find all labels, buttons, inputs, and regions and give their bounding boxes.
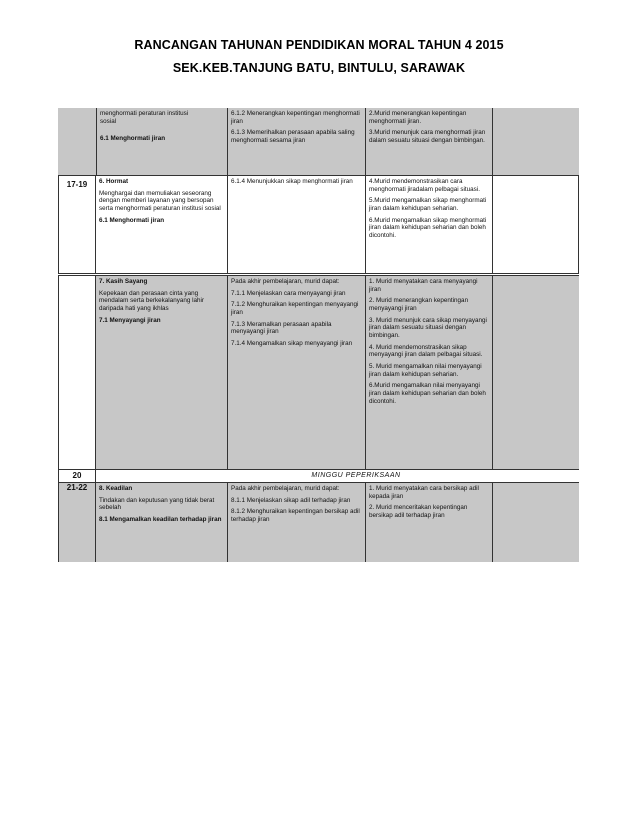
objective: 8.1.1 Menjelaskan sikap adil terhadap jiran <box>231 496 351 504</box>
exam-label: MINGGU PEPERIKSAAN <box>96 470 579 482</box>
outcomes-cell <box>366 483 493 562</box>
objective: 7.1.1 Menjelaskan cara menyayangi jiran <box>231 289 346 297</box>
remarks-cell <box>493 276 579 469</box>
topic-desc: Tindakan dan keputusan yang tidak berat sebelah <box>99 496 215 512</box>
subtopic: 6.1 Menghormati jiran <box>100 135 166 143</box>
outcome: 4. Murid mendemonstrasikan sikap menyayangi jiran dalam pelbagai situasi. <box>369 343 483 359</box>
outcome: 6.Murid mengamalkan sikap menghormati jiran dalam kehidupan seharian dan boleh dicontohi. <box>369 216 487 240</box>
objectives-cell <box>228 176 366 274</box>
outcome: 3.Murid menunjuk cara menghormati jiran dalam sesuatu situasi dengan bimbingan. <box>369 129 486 145</box>
outcome: 1. Murid menyatakan cara bersikap adil kepada jiran <box>369 485 479 500</box>
page-title: RANCANGAN TAHUNAN PENDIDIKAN MORAL TAHUN 4 2015 <box>134 38 504 52</box>
topic-cell <box>96 483 228 562</box>
subtopic: 7.1 Menyayangi jiran <box>99 316 161 324</box>
outcome: 2.Murid menerangkan kepentingan menghormati jiran. <box>369 110 467 125</box>
objective: 7.1.2 Menghuraikan kepentingan menyayangi jiran <box>231 301 359 317</box>
outcomes-cell <box>366 108 493 175</box>
outcome: 4.Murid mendemonstrasikan cara menghormati jiradalam pelbagai situasi. <box>369 178 480 193</box>
outcome: 2. Murid menerangkan kepentingan menyayangi jiran <box>369 297 469 313</box>
topic-desc: Kepekaan dan perasaan cinta yang mendalam serta berkekalanyang lahir daripada hati yang ikhlas <box>99 289 205 313</box>
topic-desc: Menghargai dan memuliakan seseorang dengan memberi layanan yang bersopan serta menghormati peraturan institusi sosial <box>99 189 221 213</box>
objective: 7.1.4 Mengamalkan sikap menyayangi jiran <box>231 340 353 348</box>
outcome: 5. Murid mengamalkan nilai menyayangi jiran dalam kehidupan seharian. <box>369 363 482 378</box>
objective: Pada akhir pembelajaran, murid dapat: <box>231 278 340 285</box>
remarks-cell <box>493 108 579 175</box>
week-number: 17-19 <box>58 176 96 274</box>
week-number: 20 <box>58 470 96 482</box>
outcomes-cell <box>366 276 493 469</box>
topic-title: 8. Keadilan <box>99 485 133 492</box>
plan-table-2 <box>58 275 579 562</box>
topic-cell <box>96 176 228 274</box>
objectives-cell <box>228 276 366 469</box>
objectives-cell <box>228 108 366 175</box>
objective: 7.1.3 Meramalkan perasaan apabila menyayangi jiran <box>231 320 332 336</box>
topic-title: 7. Kasih Sayang <box>99 278 148 285</box>
objective: 8.1.2 Menghuraikan kepentingan bersikap adil terhadap jiran <box>231 508 360 524</box>
topic-line: sosial <box>100 117 117 125</box>
objective: 6.1.3 Memerihalkan perasaan apabila saling menghormati sesama jiran <box>231 129 355 145</box>
objective: 6.1.2 Menerangkan kepentingan menghormati jiran <box>231 110 360 125</box>
plan-table-1 <box>58 108 579 274</box>
week-cell-empty <box>58 276 96 469</box>
topic-cell <box>96 108 228 175</box>
objectives-cell <box>228 483 366 562</box>
objective: 6.1.4 Menunjukkan sikap menghormati jiran <box>231 178 353 185</box>
school-name: SEK.KEB.TANJUNG BATU, BINTULU, SARAWAK <box>172 61 466 75</box>
outcome: 3. Murid menunjuk cara sikap menyayangi jiran dalam sesuatu situasi dengan bimbingan. <box>369 316 487 340</box>
objective: Pada akhir pembelajaran, murid dapat: <box>231 485 340 492</box>
week-number: 21-22 <box>58 483 96 562</box>
subtopic: 8.1 Mengamalkan keadilan terhadap jiran <box>99 516 222 524</box>
remarks-cell <box>493 176 579 274</box>
topic-title: 6. Hormat <box>99 178 129 185</box>
remarks-cell <box>493 483 579 562</box>
outcome: 5.Murid mengamalkan sikap menghormati jiran dalam kehidupan seharian. <box>369 197 487 213</box>
subtopic: 6.1 Menghormati jiran <box>99 216 165 224</box>
week-cell-empty <box>58 108 96 175</box>
outcome: 6.Murid mengamalkan nilai menyayangi jiran dalam kehidupan seharian dan boleh dicontohi. <box>369 382 486 405</box>
outcome: 2. Murid menceritakan kepentingan bersikap adil terhadap jiran <box>369 504 468 520</box>
topic-line: menghormati peraturan institusi <box>100 110 189 117</box>
outcome: 1. Murid menyatakan cara menyayangi jiran <box>369 278 478 293</box>
outcomes-cell <box>366 176 493 274</box>
topic-cell <box>96 276 228 469</box>
